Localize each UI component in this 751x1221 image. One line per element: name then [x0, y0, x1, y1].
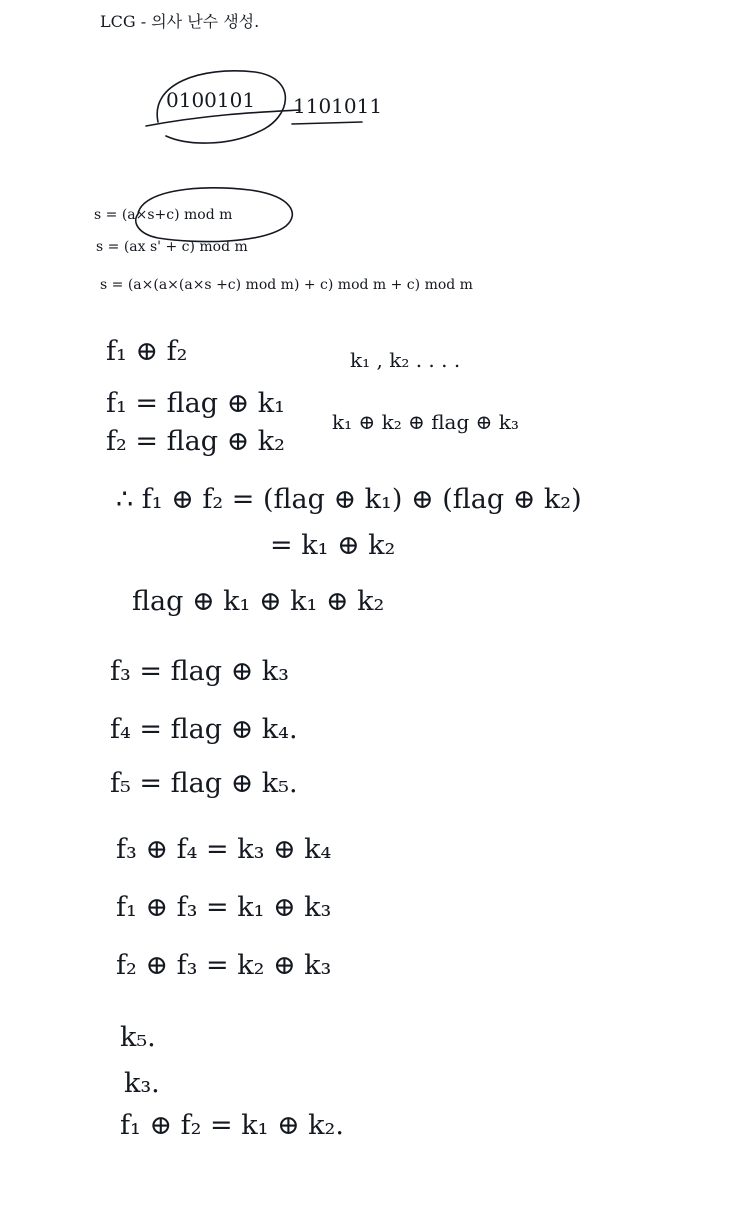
line-key-chain: k₁ ⊕ k₂ ⊕ flag ⊕ k₃	[332, 410, 519, 434]
line-therefore: ∴ f₁ ⊕ f₂ = (flag ⊕ k₁) ⊕ (flag ⊕ k₂)	[116, 484, 582, 515]
line-f4-def: f₄ = flag ⊕ k₄.	[110, 714, 298, 745]
underlined-bit-string: 1101011	[293, 94, 383, 118]
line-k5: k₅.	[120, 1022, 156, 1053]
line-f3-xor-f4: f₃ ⊕ f₄ = k₃ ⊕ k₄	[116, 834, 332, 865]
seed-line-3: s = (a×(a×(a×s +c) mod m) + c) mod m + c) mod m	[100, 277, 473, 293]
line-k3: k₃.	[124, 1068, 160, 1099]
line-f1-xor-f2: f₁ ⊕ f₂	[106, 336, 188, 367]
line-key-list: k₁ , k₂ . . . .	[350, 348, 461, 372]
line-f5-def: f₅ = flag ⊕ k₅.	[110, 768, 298, 799]
line-f3-def: f₃ = flag ⊕ k₃	[110, 656, 289, 687]
line-f2-xor-f3: f₂ ⊕ f₃ = k₂ ⊕ k₃	[116, 950, 332, 981]
line-result: = k₁ ⊕ k₂	[270, 530, 396, 561]
line-f1-xor-f3: f₁ ⊕ f₃ = k₁ ⊕ k₃	[116, 892, 332, 923]
bit-string-underline-mark	[292, 122, 362, 124]
line-f2-def: f₂ = flag ⊕ k₂	[106, 426, 285, 457]
line-flag-chain: flag ⊕ k₁ ⊕ k₁ ⊕ k₂	[132, 586, 385, 617]
seed-line-2: s = (ax s' + c) mod m	[96, 239, 248, 255]
seed-line-1: s = (a×s+c) mod m	[94, 207, 233, 223]
line-f1-def: f₁ = flag ⊕ k₁	[106, 388, 285, 419]
circled-bit-string: 0100101	[166, 88, 256, 112]
bit-string-strike-mark	[146, 110, 300, 126]
notes-title: LCG - 의사 난수 생성.	[100, 12, 260, 31]
line-final: f₁ ⊕ f₂ = k₁ ⊕ k₂.	[120, 1110, 344, 1141]
